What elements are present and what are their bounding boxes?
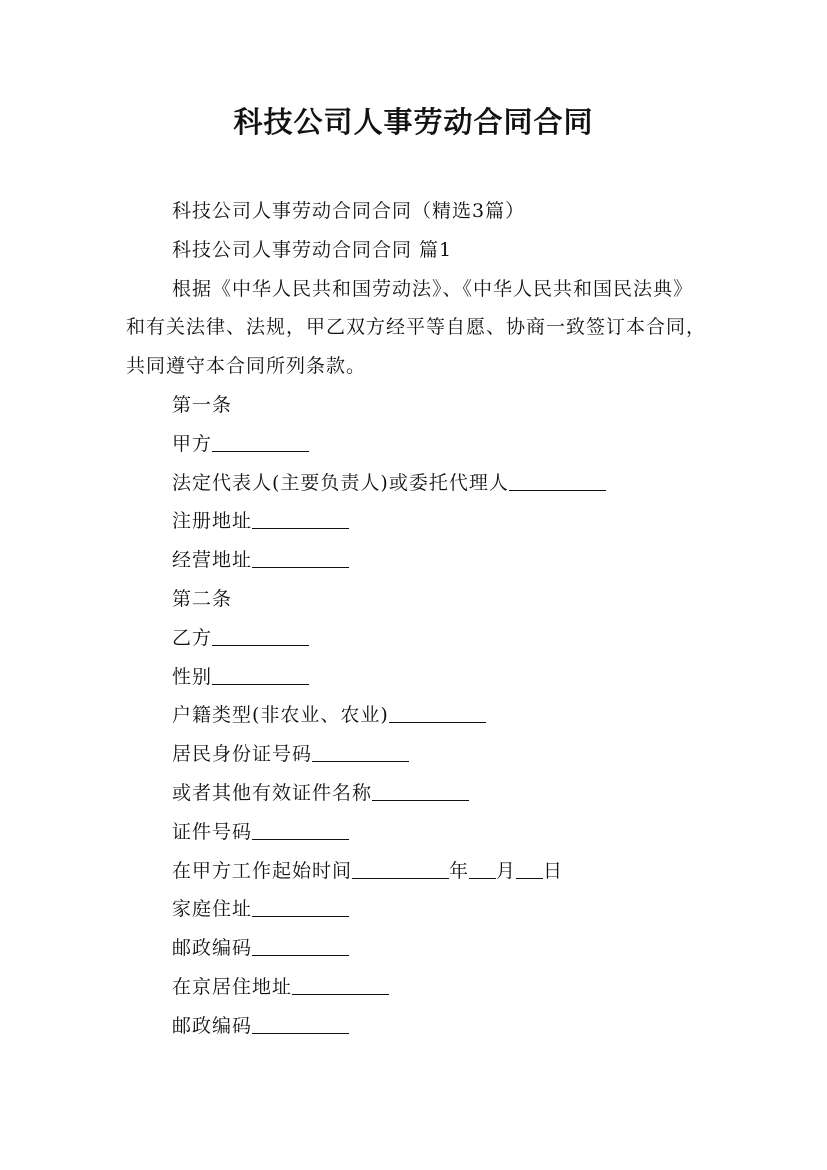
legal-rep-line	[126, 464, 706, 503]
start-year-blank	[352, 856, 449, 879]
postal-code-2-label: 邮政编码	[172, 1014, 253, 1037]
party-b-label: 乙方	[172, 626, 213, 649]
start-day-blank	[516, 856, 543, 879]
start-month-blank	[469, 856, 496, 879]
business-address-label: 经营地址	[172, 549, 253, 572]
cert-number-blank	[252, 817, 349, 840]
year-label: 年	[449, 859, 470, 882]
beijing-address-label: 在京居住地址	[172, 975, 293, 998]
registered-address-blank	[252, 506, 349, 529]
legal-rep-blank	[509, 468, 606, 491]
business-address-line	[126, 541, 706, 580]
id-number-label: 居民身份证号码	[172, 743, 313, 766]
start-time-line	[126, 852, 706, 891]
party-a-line	[126, 425, 706, 464]
business-address-blank	[252, 545, 349, 568]
cert-number-line	[126, 813, 706, 852]
start-time-label: 在甲方工作起始时间	[172, 859, 353, 882]
subtitle: 科技公司人事劳动合同合同（精选3篇）	[172, 200, 526, 222]
document-title: 科技公司人事劳动合同合同	[233, 105, 594, 139]
party-a-blank	[212, 429, 309, 452]
postal-code-1-blank	[252, 933, 349, 956]
other-id-name-label: 或者其他有效证件名称	[172, 781, 373, 804]
legal-rep-label: 法定代表人(主要负责人)或委托代理人	[172, 471, 509, 494]
beijing-address-line	[126, 968, 706, 1007]
month-label: 月	[496, 859, 517, 882]
home-address-line	[126, 890, 706, 929]
registered-address-label: 注册地址	[172, 510, 253, 533]
postal-code-2-line	[126, 1007, 706, 1046]
home-address-label: 家庭住址	[172, 898, 253, 921]
other-id-name-blank	[372, 778, 469, 801]
intro-paragraph: 根据《中华人民共和国劳动法》、《中华人民共和国民法典》和有关法律、法规，甲乙双方经平等自愿、协商一致签订本合同，共同遵守本合同所列条款。	[126, 277, 707, 378]
day-label: 日	[543, 859, 564, 882]
postal-code-1-line	[126, 929, 706, 968]
section-heading: 科技公司人事劳动合同合同 篇1	[172, 238, 453, 261]
cert-number-label: 证件号码	[172, 820, 253, 843]
party-b-line	[126, 619, 706, 658]
article-2-heading: 第二条	[172, 587, 233, 610]
party-a-label: 甲方	[172, 432, 213, 455]
home-address-blank	[252, 894, 349, 917]
gender-line	[126, 658, 706, 697]
registered-address-line	[126, 502, 706, 541]
gender-label: 性别	[172, 665, 213, 688]
gender-blank	[212, 662, 309, 685]
article-1-heading: 第一条	[172, 393, 233, 416]
household-type-blank	[389, 700, 486, 723]
household-type-line	[126, 696, 706, 735]
party-b-blank	[212, 623, 309, 646]
document-body	[126, 192, 706, 1046]
other-id-name-line	[126, 774, 706, 813]
postal-code-2-blank	[252, 1011, 349, 1034]
postal-code-1-label: 邮政编码	[172, 937, 253, 960]
id-number-blank	[312, 739, 409, 762]
id-number-line	[126, 735, 706, 774]
beijing-address-blank	[292, 972, 389, 995]
household-type-label: 户籍类型(非农业、农业)	[172, 704, 389, 727]
